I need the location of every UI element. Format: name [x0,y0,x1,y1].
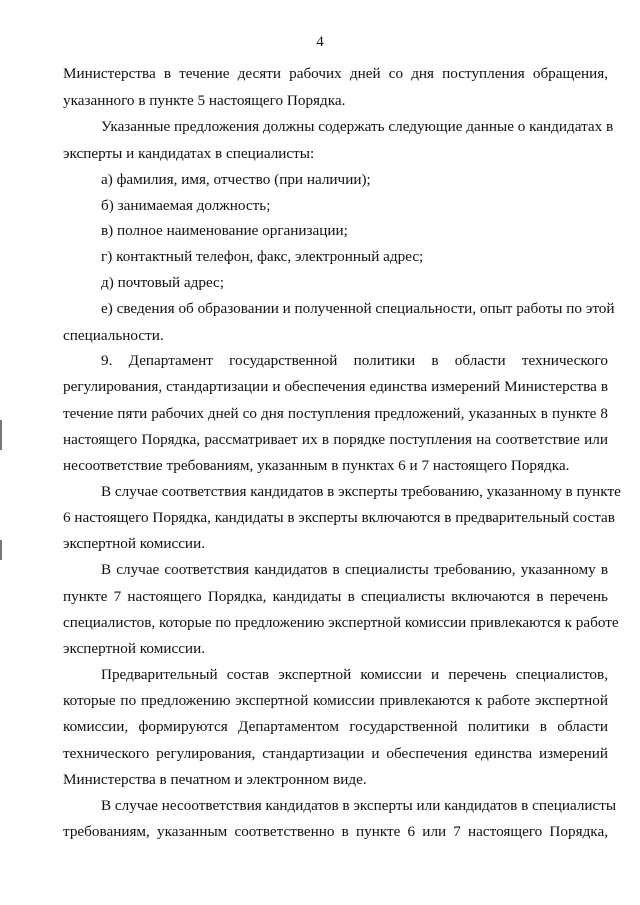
page-number: 4 [316,34,324,50]
text-line: указанного в пункте 5 настоящего Порядка. [63,92,346,109]
text-line: комиссии, формируются Департаментом государственной политики в области [63,718,608,735]
scan-edge-mark [0,420,2,450]
text-line: технического регулирования, стандартизации и обеспечения единства измерений [63,745,608,762]
text-line: 9. Департамент государственной политики в области технического [101,352,608,369]
text-line: 6 настоящего Порядка, кандидаты в эксперты включаются в предварительный состав [63,509,615,526]
text-line: Предварительный состав экспертной комиссии и перечень специалистов, [101,666,608,683]
text-line: пункте 7 настоящего Порядка, кандидаты в специалисты включаются в перечень [63,588,608,605]
text-line: д) почтовый адрес; [101,274,225,291]
text-line: экспертной комиссии. [63,640,205,657]
text-line: г) контактный телефон, факс, электронный адрес; [101,248,424,265]
text-line: е) сведения об образовании и полученной специальности, опыт работы по этой [101,300,615,317]
text-line: несоответствие требованиям, указанным в пунктах 6 и 7 настоящего Порядка. [63,457,570,474]
text-line: б) занимаемая должность; [101,197,271,214]
text-line: Министерства в течение десяти рабочих дней со дня поступления обращения, [63,65,608,82]
text-line: а) фамилия, имя, отчество (при наличии); [101,171,371,188]
text-line: течение пяти рабочих дней со дня поступления предложений, указанных в пункте 8 [63,405,608,422]
text-line: экспертной комиссии. [63,535,205,552]
text-line: Указанные предложения должны содержать следующие данные о кандидатах в [101,118,614,135]
text-line: регулирования, стандартизации и обеспечения единства измерений Министерства в [63,378,608,395]
text-line: специалистов, которые по предложению экспертной комиссии привлекаются к работе [63,614,619,631]
scan-edge-mark [0,540,2,560]
text-line: требованиям, указанным соответственно в пункте 6 или 7 настоящего Порядка, [63,823,608,840]
text-line: настоящего Порядка, рассматривает их в порядке поступления на соответствие или [63,431,608,448]
text-line: Министерства в печатном и электронном виде. [63,771,367,788]
text-line: В случае соответствия кандидатов в эксперты требованию, указанному в пункте [101,483,621,500]
text-line: которые по предложению экспертной комиссии привлекаются к работе экспертной [63,692,608,709]
text-line: В случае несоответствия кандидатов в эксперты или кандидатов в специалисты [101,797,617,814]
text-line: эксперты и кандидатах в специалисты: [63,145,315,162]
text-line: в) полное наименование организации; [101,222,348,239]
text-line: специальности. [63,327,164,344]
text-line: В случае соответствия кандидатов в специалисты требованию, указанному в [101,561,608,578]
